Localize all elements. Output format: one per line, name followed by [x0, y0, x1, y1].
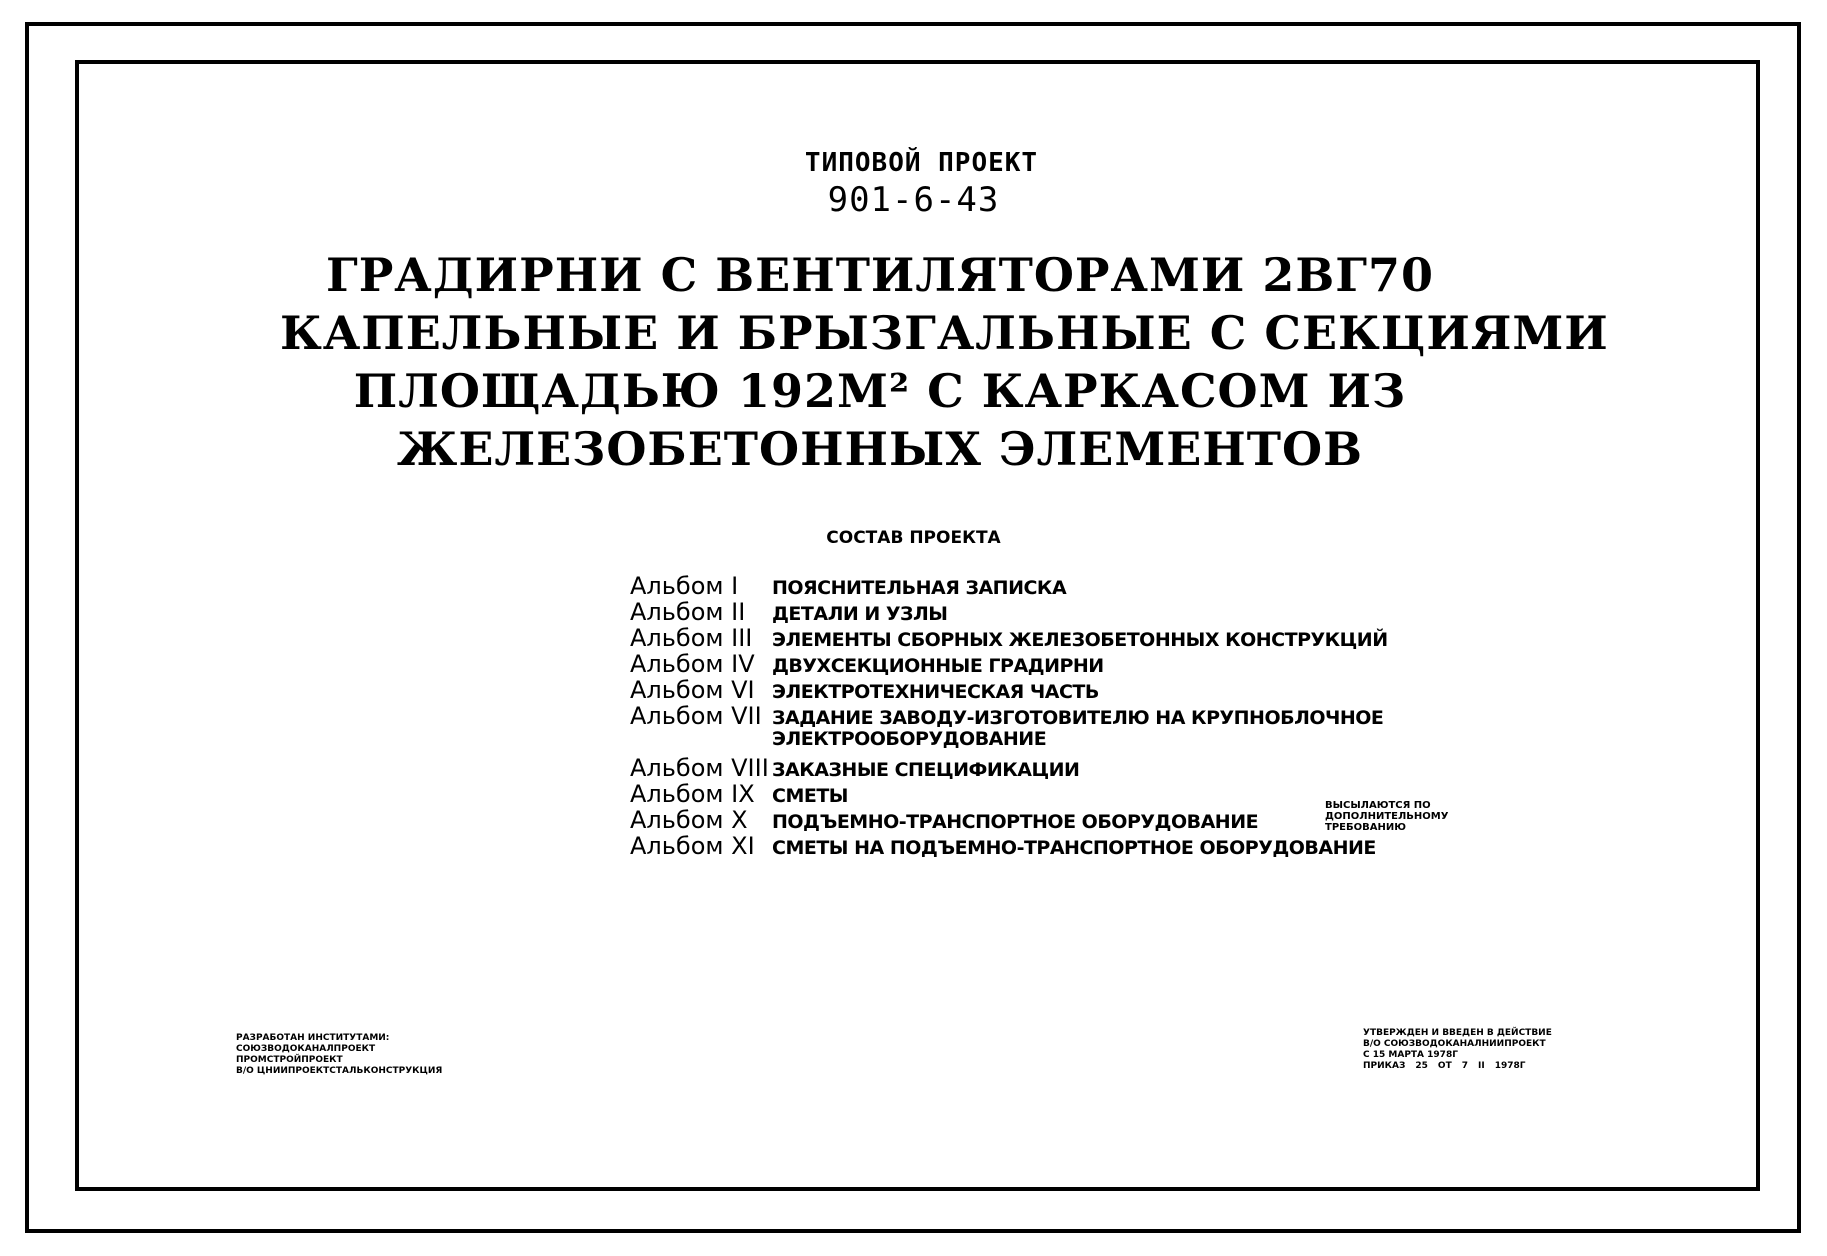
title-line: КАПЕЛЬНЫЕ И БРЫЗГАЛЬНЫЕ С СЕКЦИЯМИ [280, 306, 1609, 360]
document-title [280, 246, 1609, 478]
album-list [630, 572, 1390, 858]
album-row [630, 754, 1390, 780]
album-number: Альбом III [630, 624, 753, 652]
album-number: Альбом VI [630, 676, 755, 704]
album-number: Альбом XI [630, 832, 755, 860]
approval-block [1363, 1028, 1593, 1072]
supply-note-line: ДОПОЛНИТЕЛЬНОМУ [1325, 811, 1449, 822]
album-description: СМЕТЫ НА ПОДЪЕМНО-ТРАНСПОРТНОЕ ОБОРУДОВАНИЕ [772, 837, 1376, 859]
order-label: ПРИКАЗ [1363, 1061, 1406, 1071]
album-row [630, 702, 1390, 728]
album-description: СМЕТЫ [772, 785, 848, 807]
album-description: ДВУХСЕКЦИОННЫЕ ГРАДИРНИ [772, 655, 1104, 677]
album-row [630, 650, 1390, 676]
album-number: Альбом IV [630, 650, 755, 678]
album-row [630, 832, 1390, 858]
order-month: II [1477, 1061, 1485, 1071]
album-number: Альбом IX [630, 780, 755, 808]
supply-note-line: ВЫСЫЛАЮТСЯ ПО [1325, 800, 1431, 811]
series-label: ТИПОВОЙ ПРОЕКТ [804, 148, 1039, 178]
album-number: Альбом VIII [630, 754, 769, 782]
developers-line: В/О ЦНИИПРОЕКТСТАЛЬКОНСТРУКЦИЯ [236, 1066, 443, 1076]
order-year: 1978Г [1494, 1061, 1526, 1071]
developers-line: РАЗРАБОТАН ИНСТИТУТАМИ: [236, 1033, 390, 1043]
album-number: Альбом VII [630, 702, 762, 730]
album-description: ПОЯСНИТЕЛЬНАЯ ЗАПИСКА [772, 577, 1067, 599]
approval-line: В/О СОЮЗВОДОКАНАЛНИИПРОЕКТ [1363, 1039, 1546, 1049]
developers-block [236, 1033, 536, 1077]
album-description: ЭЛЕМЕНТЫ СБОРНЫХ ЖЕЛЕЗОБЕТОННЫХ КОНСТРУКЦИЙ [772, 629, 1388, 651]
approval-line: УТВЕРЖДЕН И ВВЕДЕН В ДЕЙСТВИЕ [1363, 1028, 1552, 1038]
album-row [630, 780, 1390, 806]
album-description: ДЕТАЛИ И УЗЛЫ [772, 603, 948, 625]
album-description: ПОДЪЕМНО-ТРАНСПОРТНОЕ ОБОРУДОВАНИЕ [772, 811, 1259, 833]
title-line: ЖЕЛЕЗОБЕТОННЫХ ЭЛЕМЕНТОВ [397, 422, 1363, 476]
album-description: ЭЛЕКТРООБОРУДОВАНИЕ [772, 728, 1047, 750]
order-day: 7 [1461, 1061, 1468, 1071]
order-number: 25 [1415, 1061, 1428, 1071]
album-number: Альбом X [630, 806, 748, 834]
contents-heading: СОСТАВ ПРОЕКТА [826, 528, 1001, 548]
album-row [630, 624, 1390, 650]
album-number: Альбом I [630, 572, 739, 600]
supply-note [1325, 800, 1465, 833]
album-row [630, 598, 1390, 624]
project-number: 901-6-43 [827, 180, 1000, 220]
album-row [630, 806, 1390, 832]
title-line: ГРАДИРНИ С ВЕНТИЛЯТОРАМИ 2ВГ70 [325, 248, 1435, 302]
order-from: ОТ [1437, 1061, 1452, 1071]
album-row [630, 572, 1390, 598]
supply-note-line: ТРЕБОВАНИЮ [1325, 822, 1406, 833]
developers-line: СОЮЗВОДОКАНАЛПРОЕКТ [236, 1044, 376, 1054]
album-description: ЭЛЕКТРОТЕХНИЧЕСКАЯ ЧАСТЬ [772, 681, 1099, 703]
approval-date: С 15 МАРТА 1978Г [1363, 1050, 1458, 1060]
developers-line: ПРОМСТРОЙПРОЕКТ [236, 1055, 343, 1065]
album-row [630, 676, 1390, 702]
approval-order [1363, 1061, 1593, 1072]
album-row-continuation [630, 728, 1390, 754]
album-description: ЗАКАЗНЫЕ СПЕЦИФИКАЦИИ [772, 759, 1080, 781]
title-line: ПЛОЩАДЬЮ 192М² С КАРКАСОМ ИЗ [353, 364, 1407, 418]
album-number: Альбом II [630, 598, 746, 626]
album-description: ЗАДАНИЕ ЗАВОДУ-ИЗГОТОВИТЕЛЮ НА КРУПНОБЛОЧНОЕ [772, 707, 1384, 729]
